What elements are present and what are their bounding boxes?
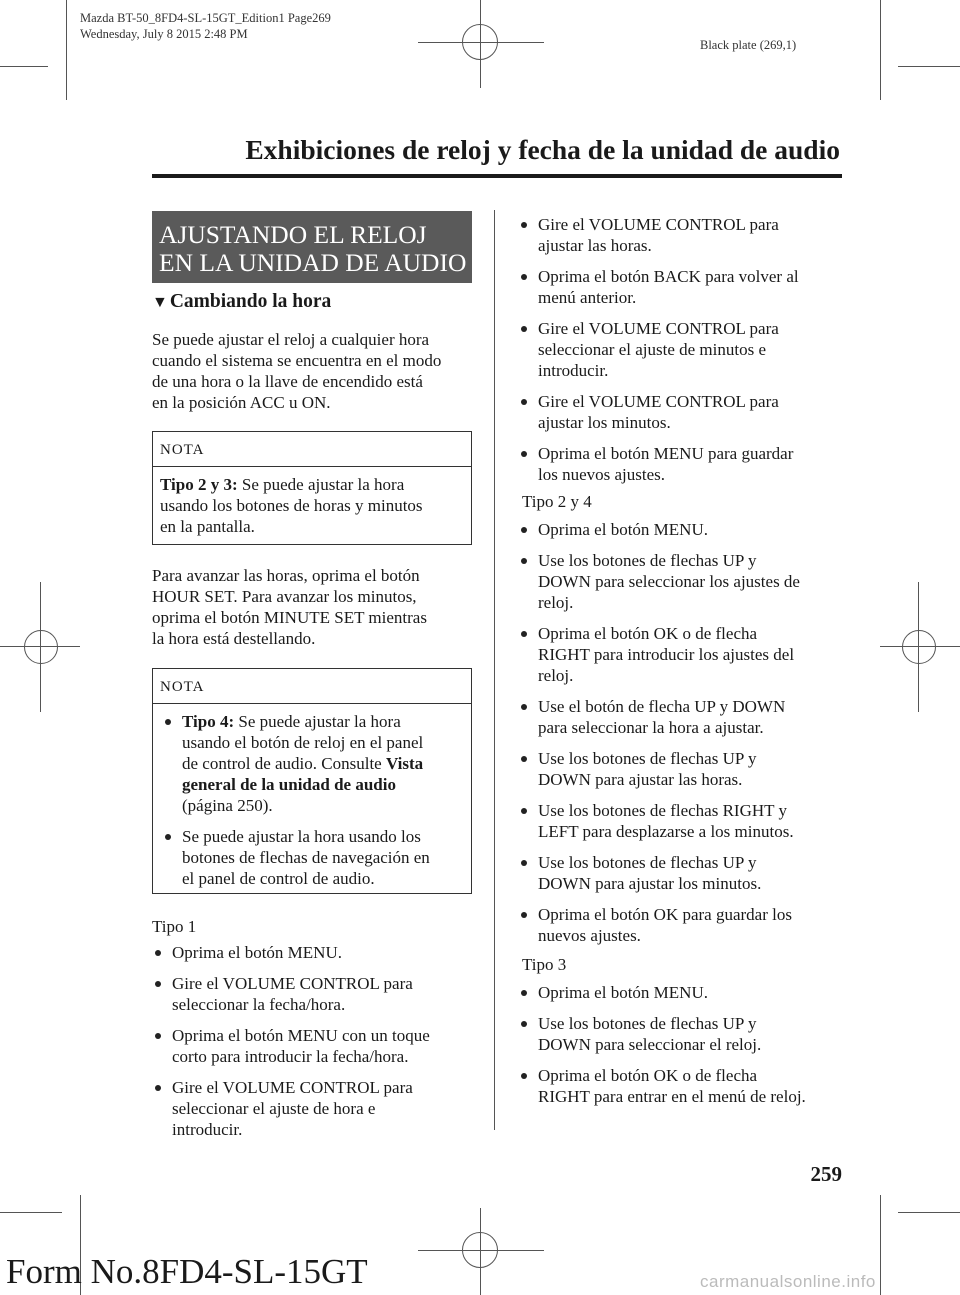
list-item-line: seleccionar el ajuste de minutos e <box>538 340 766 359</box>
list-item-line: Use los botones de flechas UP y <box>538 749 757 768</box>
note-bullet <box>162 711 471 816</box>
list-item-line: DOWN para seleccionar los ajustes de <box>538 572 800 591</box>
subheading-text: Cambiando la hora <box>169 291 332 312</box>
registration-circle <box>24 630 58 664</box>
list-item-line: nuevos ajustes. <box>538 926 641 945</box>
list-item-line: Gire el VOLUME CONTROL para <box>538 392 779 411</box>
bullet-dot-icon <box>521 990 527 996</box>
list-item-line: Oprima el botón MENU con un toque <box>172 1026 430 1045</box>
list-item-line: Use los botones de flechas UP y <box>538 1014 757 1033</box>
page-header: Exhibiciones de reloj y fecha de la unidad de audio <box>245 134 840 165</box>
bullet-dot-icon <box>521 399 527 405</box>
paragraph-line: Se puede ajustar el reloj a cualquier hora <box>152 330 430 349</box>
list-item <box>518 904 800 946</box>
tipo1-label: Tipo 1 <box>152 917 197 936</box>
list-item-line: reloj. <box>538 666 574 685</box>
list-item-line: Oprima el botón OK para guardar los <box>538 905 792 924</box>
crop-mark <box>66 0 67 100</box>
list-item <box>518 214 799 256</box>
list-item <box>518 696 800 738</box>
bullet-dot-icon <box>521 912 527 918</box>
bullet-dot-icon <box>521 808 527 814</box>
tipo24-list <box>518 519 800 946</box>
list-item-line: Oprima el botón MENU. <box>538 983 708 1002</box>
note-bold-label: Tipo 4: <box>182 712 235 731</box>
column-divider <box>494 210 495 1130</box>
note-line: Se puede ajustar la hora usando los <box>182 827 421 846</box>
list-item-line: Oprima el botón OK o de flecha <box>538 624 758 643</box>
note-title: NOTA <box>153 432 471 467</box>
bullet-dot-icon <box>521 222 527 228</box>
bullet-dot-icon <box>165 719 171 725</box>
list-item-line: Gire el VOLUME CONTROL para <box>172 1078 413 1097</box>
note-line: de control de audio. Consulte <box>182 754 382 773</box>
crop-mark <box>898 1212 960 1213</box>
paragraph-line: de una hora o la llave de encendido está <box>152 372 423 391</box>
crop-mark <box>880 0 881 100</box>
note-line: botones de flechas de navegación en <box>182 848 430 867</box>
registration-circle <box>902 630 936 664</box>
list-item-line: RIGHT para entrar en el menú de reloj. <box>538 1087 806 1106</box>
list-item <box>518 800 800 842</box>
crop-mark <box>880 1195 881 1295</box>
bullet-dot-icon <box>521 756 527 762</box>
bullet-dot-icon <box>155 950 161 956</box>
list-item-line: Oprima el botón MENU. <box>172 943 342 962</box>
note-line: en la pantalla. <box>160 517 255 536</box>
list-item <box>518 1065 806 1107</box>
bullet-dot-icon <box>521 326 527 332</box>
print-metadata-line2: Wednesday, July 8 2015 2:48 PM <box>80 27 248 41</box>
section-title-line1: AJUSTANDO EL RELOJ <box>159 220 427 249</box>
bullet-dot-icon <box>155 981 161 987</box>
section-title-box <box>152 211 472 283</box>
paragraph-line: cuando el sistema se encuentra en el modo <box>152 351 442 370</box>
bullet-dot-icon <box>521 527 527 533</box>
list-item-line: ajustar las horas. <box>538 236 652 255</box>
list-item <box>518 519 800 540</box>
list-item-line: introducir. <box>172 1120 243 1139</box>
list-item-line: Oprima el botón MENU. <box>538 520 708 539</box>
section-title-line2: EN LA UNIDAD DE AUDIO <box>159 248 467 277</box>
list-item-line: DOWN para seleccionar el reloj. <box>538 1035 762 1054</box>
list-item-line: Use el botón de flecha UP y DOWN <box>538 697 786 716</box>
list-item-line: DOWN para ajustar los minutos. <box>538 874 762 893</box>
list-item <box>518 852 800 894</box>
tipo3-list <box>518 982 806 1107</box>
list-item <box>518 1013 806 1055</box>
bullet-dot-icon <box>521 1073 527 1079</box>
note-box-1 <box>152 431 472 545</box>
list-item-line: seleccionar la fecha/hora. <box>172 995 346 1014</box>
note-box-2 <box>152 668 472 894</box>
note-bold-label: Tipo 2 y 3: <box>160 475 238 494</box>
list-item-line: Gire el VOLUME CONTROL para <box>538 215 779 234</box>
list-item <box>152 942 430 963</box>
bullet-dot-icon <box>521 631 527 637</box>
note-line: Se puede ajustar la hora <box>241 475 405 494</box>
page-reference: (página 250). <box>182 796 273 815</box>
note-title: NOTA <box>153 669 471 704</box>
list-item <box>518 318 799 381</box>
paragraph-line: HOUR SET. Para avanzar los minutos, <box>152 587 417 606</box>
cross-reference-link: general de la unidad de audio <box>182 775 396 794</box>
list-item-line: Gire el VOLUME CONTROL para <box>172 974 413 993</box>
list-item-line: Use los botones de flechas UP y <box>538 551 757 570</box>
cross-reference-link: Vista <box>385 754 424 773</box>
note-line: el panel de control de audio. <box>182 869 375 888</box>
list-item-line: corto para introducir la fecha/hora. <box>172 1047 409 1066</box>
paragraph-line: la hora está destellando. <box>152 629 316 648</box>
tipo3-label: Tipo 3 <box>522 955 567 974</box>
list-item-line: menú anterior. <box>538 288 637 307</box>
list-item-line: ajustar los minutos. <box>538 413 671 432</box>
bullet-dot-icon <box>521 860 527 866</box>
tipo24-label: Tipo 2 y 4 <box>522 492 592 511</box>
list-item <box>152 973 430 1015</box>
bullet-dot-icon <box>521 1021 527 1027</box>
list-item-line: seleccionar el ajuste de hora e <box>172 1099 376 1118</box>
bullet-dot-icon <box>165 834 171 840</box>
list-item <box>518 443 799 485</box>
bullet-dot-icon <box>521 558 527 564</box>
bullet-dot-icon <box>521 274 527 280</box>
bullet-dot-icon <box>155 1033 161 1039</box>
list-item-line: Use los botones de flechas RIGHT y <box>538 801 787 820</box>
note-body <box>153 704 471 889</box>
paragraph-line: Para avanzar las horas, oprima el botón <box>152 566 420 585</box>
list-item-line: Oprima el botón MENU para guardar <box>538 444 794 463</box>
list-item <box>152 1077 430 1140</box>
list-item-line: Use los botones de flechas UP y <box>538 853 757 872</box>
list-item <box>518 391 799 433</box>
subheading <box>152 291 331 313</box>
crop-mark <box>0 66 48 67</box>
bullet-dot-icon <box>521 704 527 710</box>
crop-mark <box>898 66 960 67</box>
crop-mark <box>0 1212 62 1213</box>
list-item <box>518 982 806 1003</box>
tipo1-list <box>152 942 430 1140</box>
list-item <box>518 266 799 308</box>
list-item-line: para seleccionar la hora a ajustar. <box>538 718 764 737</box>
bullet-dot-icon <box>155 1085 161 1091</box>
paragraph-line: en la posición ACC u ON. <box>152 393 331 412</box>
note-line: usando el botón de reloj en el panel <box>182 733 424 752</box>
tipo1-continued-list <box>518 214 799 485</box>
list-item-line: DOWN para ajustar las horas. <box>538 770 743 789</box>
paragraph-line: oprima el botón MINUTE SET mientras <box>152 608 427 627</box>
note-line: usando los botones de horas y minutos <box>160 496 423 515</box>
list-item-line: introducir. <box>538 361 609 380</box>
list-item <box>152 1025 430 1067</box>
print-metadata <box>80 10 331 42</box>
list-item-line: LEFT para desplazarse a los minutos. <box>538 822 794 841</box>
list-item-line: RIGHT para introducir los ajustes del <box>538 645 795 664</box>
list-item <box>518 623 800 686</box>
list-item-line: Gire el VOLUME CONTROL para <box>538 319 779 338</box>
list-item-line: Oprima el botón BACK para volver al <box>538 267 799 286</box>
bullet-dot-icon <box>521 451 527 457</box>
registration-circle <box>462 24 498 60</box>
note-line: Se puede ajustar la hora <box>238 712 401 731</box>
list-item <box>518 550 800 613</box>
paragraph-2 <box>152 565 427 649</box>
list-item-line: reloj. <box>538 593 574 612</box>
list-item-line: Oprima el botón OK o de flecha <box>538 1066 758 1085</box>
watermark: carmanualsonline.info <box>700 1272 876 1291</box>
registration-circle <box>462 1232 498 1268</box>
list-item-line: los nuevos ajustes. <box>538 465 666 484</box>
plate-label: Black plate (269,1) <box>700 38 797 52</box>
triangle-down-icon: ▼ <box>152 294 168 311</box>
list-item <box>518 748 800 790</box>
header-rule <box>152 174 842 178</box>
form-number: Form No.8FD4-SL-15GT <box>6 1252 368 1291</box>
page-number: 259 <box>810 1162 842 1186</box>
note-body <box>153 467 471 537</box>
note-bullet <box>162 826 471 889</box>
print-metadata-line1: Mazda BT-50_8FD4-SL-15GT_Edition1 Page269 <box>80 11 331 25</box>
intro-paragraph <box>152 329 441 413</box>
